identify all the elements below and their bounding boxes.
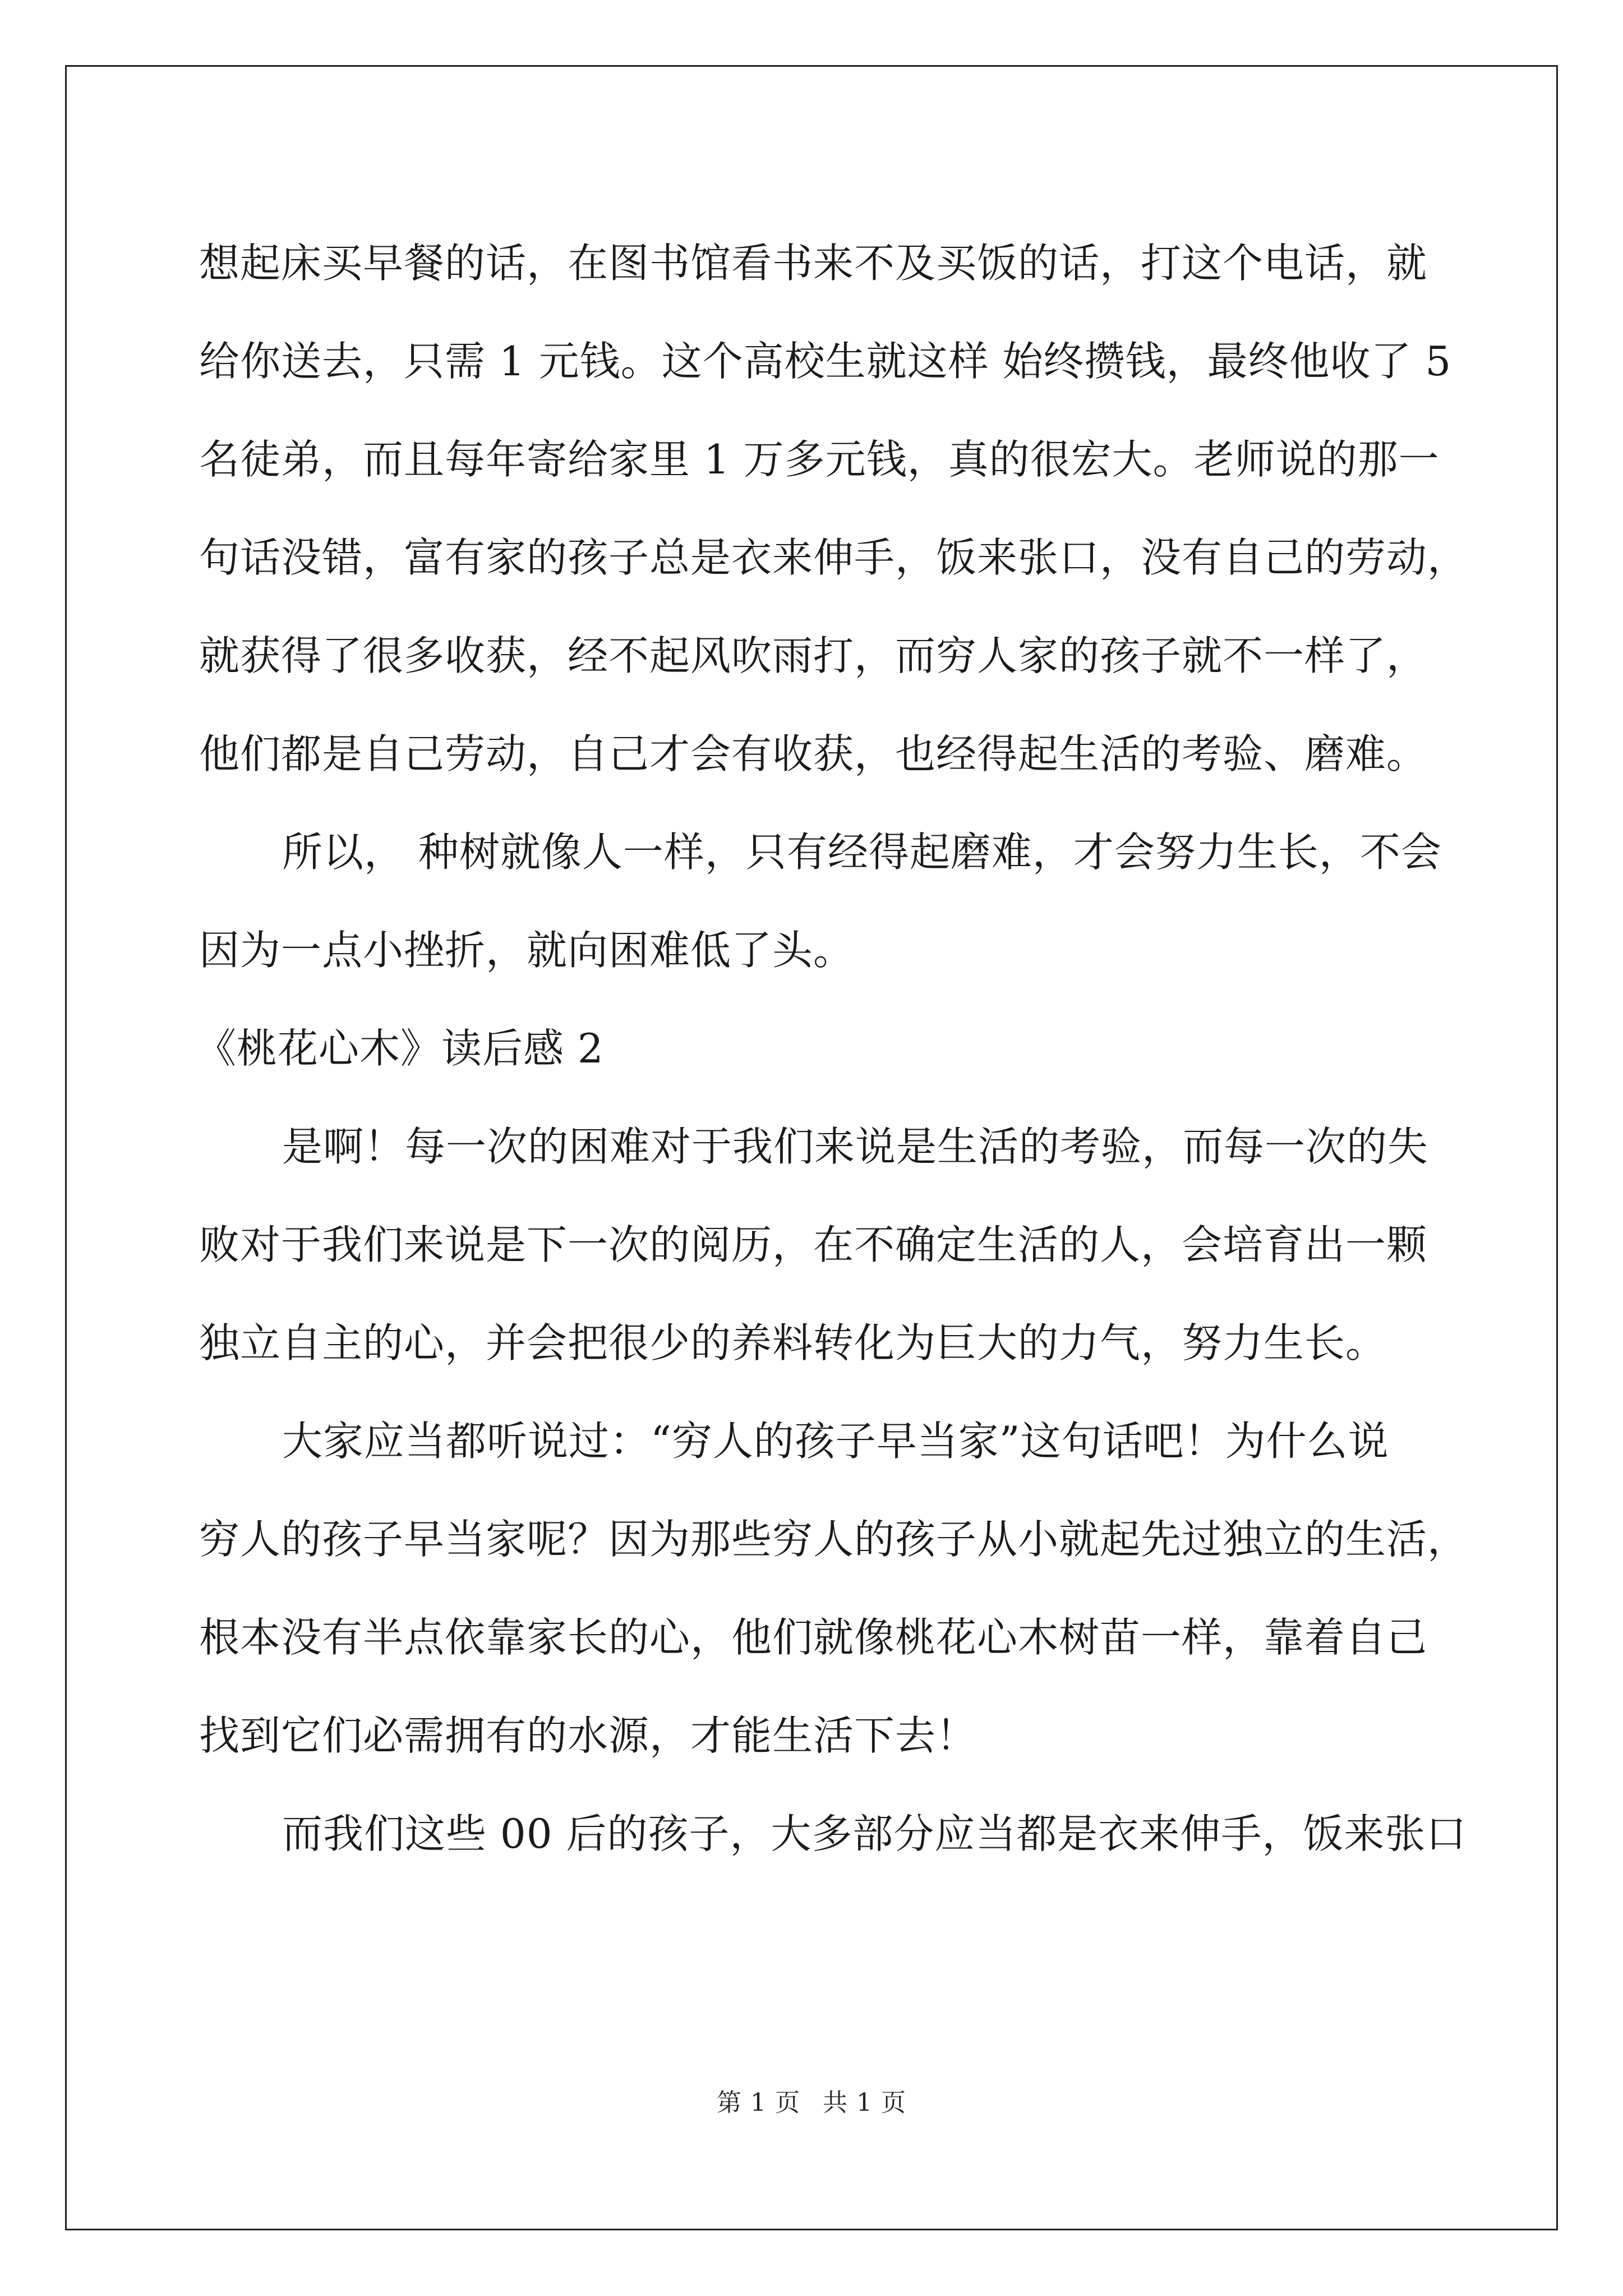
text-line: 就获得了很多收获，经不起风吹雨打，而穷人家的孩子就不一样了， [199,632,1428,679]
text-line: 穷人的孩子早当家呢？因为那些穷人的孩子从小就起先过独立的生活， [199,1516,1469,1563]
text-line: 独立自主的心，并会把很少的养料转化为巨大的力气，努力生长。 [199,1319,1387,1366]
text-line: 因为一点小挫折，就向困难低了头。 [199,927,855,974]
text-line: 给你送去，只需 1 元钱。这个高校生就这样 始终攒钱，最终他收了 5 [199,338,1452,385]
text-line: 句话没错，富有家的孩子总是衣来伸手，饭来张口，没有自己的劳动， [199,534,1469,581]
paragraph-start-line: 所以， 种树就像人一样，只有经得起磨难，才会努力生长，不会 [282,829,1442,876]
paragraph-start-line: 大家应当都听说过：“穷人的孩子早当家”这句话吧！为什么说 [282,1418,1389,1465]
text-line: 名徒弟，而且每年寄给家里 1 万多元钱，真的很宏大。老师说的那一 [199,436,1440,483]
text-line: 找到它们必需拥有的水源，才能生活下去！ [199,1712,978,1759]
text-line: 他们都是自己劳动，自己才会有收获，也经得起生活的考验、磨难。 [199,730,1428,777]
section-heading: 《桃花心木》读后感 2 [196,1025,604,1072]
document-body [196,214,1469,1883]
text-line: 想起床买早餐的话，在图书馆看书来不及买饭的话，打这个电话，就 [199,240,1428,287]
text-line: 根本没有半点依靠家长的心，他们就像桃花心木树苗一样，靠着自己 [199,1614,1428,1661]
page-number: 第 1 页 [717,2088,800,2117]
paragraph-start-line: 是啊！每一次的困难对于我们来说是生活的考验，而每一次的失 [282,1123,1429,1170]
paragraph-start-line: 而我们这些 00 后的孩子，大多部分应当都是衣来伸手，饭来张口 [282,1810,1467,1857]
page-footer [0,2082,1623,2118]
page-total: 共 1 页 [823,2088,906,2117]
text-line: 败对于我们来说是下一次的阅历，在不确定生活的人，会培育出一颗 [199,1221,1428,1268]
